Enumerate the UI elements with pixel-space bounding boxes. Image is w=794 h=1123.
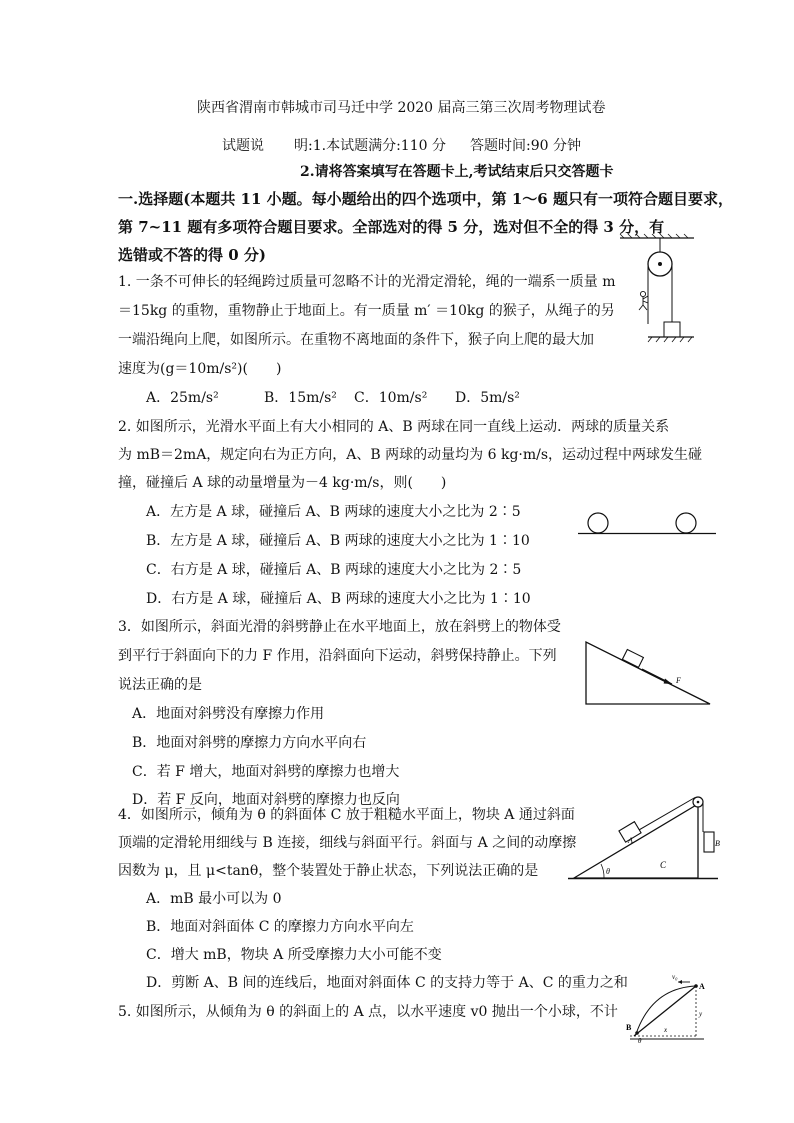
- q1-option-c: C．10m/s²: [354, 390, 428, 406]
- section-heading-line-3: 选错或不答的得 0 分): [118, 246, 266, 264]
- x-label: x: [664, 1026, 668, 1034]
- q3-option-d: D．若 F 反向，地面对斜劈的摩擦力也反向: [132, 792, 400, 808]
- q4-incline-figure: [568, 790, 723, 886]
- point-b-label: B: [626, 1023, 632, 1032]
- q4-option-b: B．地面对斜面体 C 的摩擦力方向水平向左: [146, 919, 414, 935]
- paper-title: 陕西省渭南市韩城市司马迁中学 2020 届高三第三次周考物理试卷: [197, 100, 606, 116]
- instruction-answer-sheet: 2.请将答案填写在答题卡上,考试结束后只交答题卡: [300, 164, 614, 180]
- q2-option-c: C．右方是 A 球，碰撞后 A、B 两球的速度大小之比为 2∶5: [146, 562, 522, 578]
- q1-line-1: 1. 一条不可伸长的轻绳跨过质量可忽略不计的光滑定滑轮，绳的一端系一质量 m: [118, 274, 616, 290]
- q2-line-3: 撞，碰撞后 A 球的动量增量为－4 kg·m/s，则( ): [118, 475, 447, 491]
- force-label: F: [676, 676, 681, 685]
- slope-theta-label: θ: [638, 1037, 642, 1045]
- q5-line-1: 5. 如图所示，从倾角为 θ 的斜面上的 A 点，以水平速度 v0 抛出一个小球，不计: [118, 1004, 618, 1020]
- q3-option-c: C．若 F 增大，地面对斜劈的摩擦力也增大: [132, 764, 400, 780]
- q2-line-2: 为 mB＝2mA，规定向右为正方向，A、B 两球的动量均为 6 kg·m/s，运动过程中两球发生碰: [118, 447, 703, 463]
- q2-line-1: 2. 如图所示，光滑水平面上有大小相同的 A、B 两球在同一直线上运动．两球的质量关系: [118, 419, 670, 435]
- q1-option-a: A．25m/s²: [146, 390, 219, 406]
- q4-line-1: 4．如图所示，倾角为 θ 的斜面体 C 放于粗糙水平面上，物块 A 通过斜面: [118, 807, 575, 823]
- q4-option-a: A．mB 最小可以为 0: [146, 891, 282, 907]
- q1-option-b: B．15m/s²: [264, 390, 337, 406]
- q3-line-2: 到平行于斜面向下的力 F 作用，沿斜面向下运动，斜劈保持静止。下列: [118, 648, 557, 664]
- block-b-label: B: [715, 839, 720, 848]
- q3-option-b: B．地面对斜劈的摩擦力方向水平向右: [132, 735, 367, 751]
- q3-line-3: 说法正确的是: [118, 677, 202, 693]
- point-a-label: A: [699, 982, 705, 991]
- q1-line-4: 速度为(g＝10m/s²)( ): [118, 361, 282, 377]
- q1-line-2: ＝15kg 的重物，重物静止于地面上。有一质量 m′ ＝10kg 的猴子，从绳子的另: [118, 303, 615, 319]
- wedge-c-label: C: [660, 860, 667, 870]
- q5-projectile-figure: [624, 972, 720, 1046]
- q4-option-c: C．增大 mB，物块 A 所受摩擦力大小可能不变: [146, 947, 442, 963]
- q2-option-a: A．左方是 A 球，碰撞后 A、B 两球的速度大小之比为 2∶5: [146, 504, 521, 520]
- instruction-score: 明:1.本试题满分:110 分: [294, 138, 446, 154]
- q1-pulley-figure: [612, 232, 702, 350]
- q3-wedge-figure: [584, 636, 716, 710]
- y-label: y: [699, 1010, 703, 1018]
- q1-option-d: D．5m/s²: [455, 390, 520, 406]
- block-a-label: A: [628, 836, 633, 845]
- q3-line-1: 3．如图所示，斜面光滑的斜劈静止在水平地面上，放在斜劈上的物体受: [118, 619, 561, 635]
- instruction-time: 答题时间:90 分钟: [470, 138, 581, 154]
- q4-line-2: 顶端的定滑轮用细线与 B 连接，细线与斜面平行。斜面与 A 之间的动摩擦: [118, 835, 577, 851]
- theta-label: θ: [606, 867, 610, 876]
- section-heading-line-2: 第 7~11 题有多项符合题目要求。全部选对的得 5 分，选对但不全的得 3 分，有: [118, 218, 665, 236]
- instruction-label: 试题说: [222, 138, 264, 154]
- q2-option-d: D．右方是 A 球，碰撞后 A、B 两球的速度大小之比为 1∶10: [146, 591, 531, 607]
- q2-balls-figure: [578, 505, 716, 539]
- q1-line-3: 一端沿绳向上爬，如图所示。在重物不离地面的条件下，猴子向上爬的最大加: [118, 332, 594, 348]
- q3-option-a: A．地面对斜劈没有摩擦力作用: [132, 706, 325, 722]
- section-heading-line-1: 一.选择题(本题共 11 小题。每小题给出的四个选项中，第 1～6 题只有一项符合题目要求，: [118, 190, 733, 208]
- q4-line-3: 因数为 μ，且 μ<tanθ，整个装置处于静止状态，下列说法正确的是: [118, 863, 539, 879]
- monkey-icon: [639, 291, 648, 310]
- q4-option-d: D．剪断 A、B 间的连线后，地面对斜面体 C 的支持力等于 A、C 的重力之和: [146, 975, 628, 991]
- v0-label: v₀: [672, 973, 678, 981]
- q2-option-b: B．左方是 A 球，碰撞后 A、B 两球的速度大小之比为 1∶10: [146, 533, 530, 549]
